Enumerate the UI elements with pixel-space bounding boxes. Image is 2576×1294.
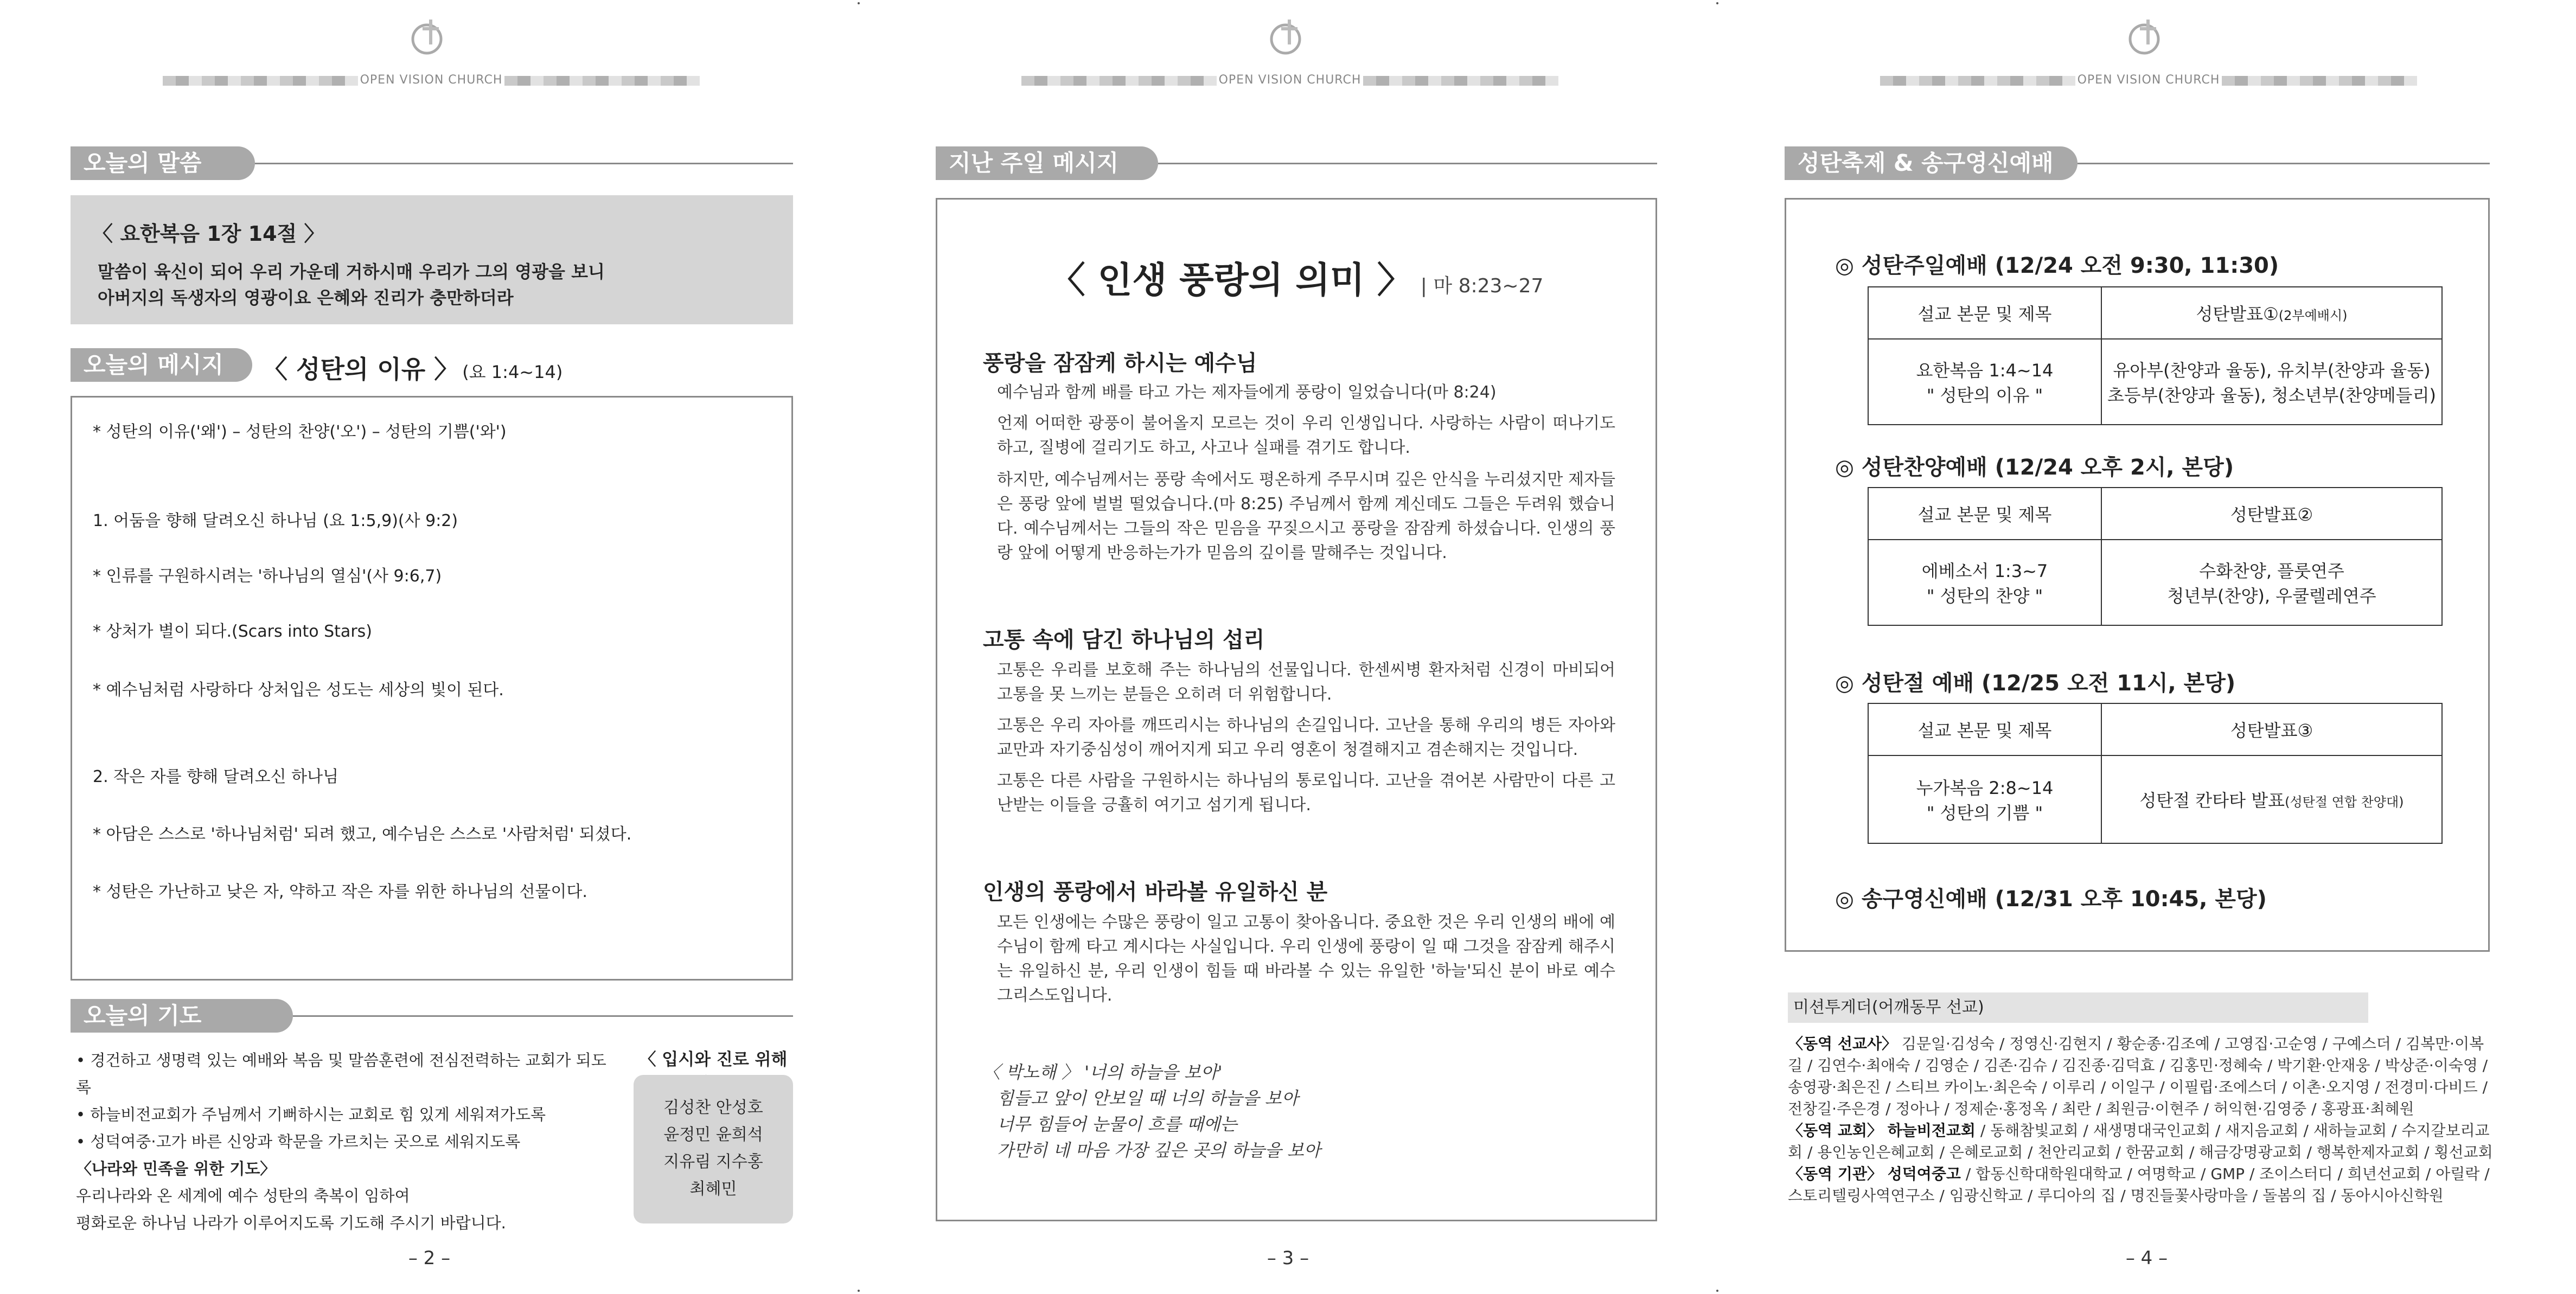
section-title-word: 오늘의 말씀 — [71, 146, 255, 180]
message-box — [71, 396, 793, 981]
message-line: * 예수님처럼 사랑하다 상처입은 성도는 세상의 빛이 된다. — [93, 681, 504, 700]
service-table — [1868, 487, 2443, 626]
verse-box — [71, 195, 793, 324]
service-heading: ◎ 성탄절 예배 (12/25 오전 11시, 본당) — [1835, 671, 2236, 696]
verse-line: 아버지의 독생자의 영광이요 은혜와 진리가 충만하더라 — [98, 287, 514, 308]
mission-title: 미션투게더(어깨동무 선교) — [1788, 992, 2368, 1023]
page-header — [0, 16, 859, 87]
poem-line: 너무 힘들어 눈물이 흐를 때에는 — [997, 1114, 1237, 1135]
intercede-names: 지유림 지수홍 — [663, 1152, 763, 1171]
service-table — [1868, 286, 2443, 425]
prayer-list — [76, 1047, 618, 1237]
poem — [983, 1059, 1321, 1163]
table-header: 설교 본문 및 제목 — [1868, 488, 2101, 540]
table-cell: 누가복음 2:8~14 " 성탄의 기쁨 " — [1868, 755, 2101, 843]
intercede-names: 김성찬 안성호 — [663, 1098, 763, 1117]
section-title-message: 오늘의 메시지 — [71, 348, 252, 382]
sermon-paragraph: 예수님과 함께 배를 타고 가는 제자들에게 풍랑이 일었습니다(마 8:24) — [997, 383, 1497, 402]
page-header — [1717, 16, 2576, 87]
table-header: 설교 본문 및 제목 — [1868, 287, 2101, 339]
nation-prayer-title: 〈나라와 민족을 위한 기도〉 — [76, 1160, 276, 1178]
page-number: – 3 – — [1267, 1247, 1309, 1269]
table-cell: 성탄절 칸타타 발표(성탄절 연합 찬양대) — [2101, 755, 2442, 843]
sermon-paragraph: 고통은 다른 사람을 구원하시는 하나님의 통로입니다. 고난을 겪어본 사람만이 다른 고난받는 이들을 긍휼히 여기고 섬기게 됩니다. — [997, 771, 1615, 815]
service-heading: ◎ 성탄주일예배 (12/24 오전 9:30, 11:30) — [1835, 253, 2279, 278]
table-header: 성탄발표①(2부예배시) — [2101, 287, 2442, 339]
table-cell: 요한복음 1:4~14 " 성탄의 이유 " — [1868, 339, 2101, 425]
christmas-services-box — [1785, 198, 2490, 952]
page-4 — [1717, 0, 2576, 1294]
nation-prayer-line: 평화로운 하나님 나라가 이루어지도록 기도해 주시기 바랍니다. — [76, 1214, 506, 1232]
sermon-subheading: 고통 속에 담긴 하나님의 섭리 — [983, 627, 1265, 652]
service-heading-new-year: ◎ 송구영신예배 (12/31 오후 10:45, 본당) — [1835, 887, 2267, 912]
intercede-box — [634, 1075, 793, 1223]
verse-line: 말씀이 육신이 되어 우리 가운데 거하시매 우리가 그의 영광을 보니 — [98, 261, 605, 282]
prayer-item: • 성덕여중·고가 바른 신앙과 학문을 가르치는 곳으로 세워지도록 — [76, 1132, 521, 1151]
message-reference: (요 1:4~14) — [462, 362, 563, 382]
section-title-christmas: 성탄축제 & 송구영신예배 — [1785, 146, 2078, 180]
intercede-title: 〈 입시와 진로 위해 — [639, 1050, 788, 1069]
table-cell: 수화찬양, 플룻연주 청년부(찬양), 우쿨렐레연주 — [2101, 540, 2442, 625]
section-title-prayer: 오늘의 기도 — [71, 999, 293, 1033]
mission-group: 〈동역 기관〉 성덕여중고 / 합동신학대학원대학교 / 여명학교 / GMP / 조이스터디 / 희년선교회 / 아릴락 / 스토리텔링사역연구소 / 임광신학교 / 루디아의 집 / 명진들꽃사랑마을 / 돌봄의 집 / 동아시아신학원 — [1788, 1165, 2490, 1205]
church-name: OPEN VISION CHURCH — [2077, 73, 2220, 87]
sermon-paragraph: 고통은 우리를 보호해 주는 하나님의 선물입니다. 한센씨병 환자처럼 신경이 마비되어 고통을 못 느끼는 분들은 오히려 더 위험합니다. — [997, 661, 1615, 704]
sermon-subheading: 풍랑을 잠잠케 하시는 예수님 — [983, 351, 1257, 376]
sermon-paragraph: 언제 어떠한 광풍이 불어올지 모르는 것이 우리 인생입니다. 사랑하는 사람이 떠나기도 하고, 질병에 걸리기도 하고, 사고나 실패를 겪기도 합니다. — [997, 414, 1615, 457]
mission-group: 〈동역 교회〉 하늘비전교회 / 동해참빛교회 / 새생명대국인교회 / 새지음교회 / 새하늘교회 / 수지갈보리교회 / 용인농인은혜교회 / 은혜로교회 / 천안리교회 / 한꿈교회 / 해금강명광교회 / 행복한제자교회 / 횡선교회 — [1788, 1122, 2493, 1161]
church-name: OPEN VISION CHURCH — [1218, 73, 1361, 87]
page-header — [859, 16, 1717, 87]
message-heading — [263, 350, 562, 386]
church-name: OPEN VISION CHURCH — [360, 73, 503, 87]
intercede-names: 최혜민 — [689, 1180, 737, 1199]
message-line: * 아담은 스스로 '하나님처럼' 되려 했고, 예수님은 스스로 '사람처럼' 되셨다. — [93, 825, 632, 844]
section-title-last-sermon: 지난 주일 메시지 — [936, 146, 1158, 180]
message-line: 1. 어둠을 향해 달려오신 하나님 (요 1:5,9)(사 9:2) — [93, 511, 458, 530]
poem-line: 힘들고 앞이 안보일 때 너의 하늘을 보아 — [997, 1088, 1299, 1109]
message-title: 〈 성탄의 이유 〉 — [263, 355, 459, 384]
mission-text — [1788, 1033, 2498, 1207]
table-header: 성탄발표② — [2101, 488, 2442, 540]
sermon-paragraph: 모든 인생에는 수많은 풍랑이 일고 고통이 찾아옵니다. 중요한 것은 우리 인생의 배에 예수님이 함께 타고 계시다는 사실입니다. 우리 인생에 풍랑이 일 때 그것을 잠잠케 해주시는 유일하신 분, 우리 인생이 힘들 때 바라볼 수 있는 유일한 '하늘'되신 분이 바로 예수 그리스도입니다. — [997, 913, 1615, 1005]
table-header: 설교 본문 및 제목 — [1868, 703, 2101, 755]
mission-group: 〈동역 선교사〉 김문일·김성숙 / 정영신·김현지 / 황순종·김조예 / 고영집·고순영 / 구예스더 / 김복만·이복길 / 김연수·최애숙 / 김영순 / 김존·김슈 / 김진종·김덕효 / 김홍민·정혜숙 / 박기환·안재웅 / 박상준·이숙영 / 송영광·최은진 / 스티브 카이노·최은숙 / 이루리 / 이일구 / 이필립·조에스더 / 이촌·오지영 / 전경미·다비드 / 전창길·주은경 / 정아나 / 정제순·홍정옥 / 최란 / 최원금·이현주 / 허익현·김영중 / 홍광표·최혜원 — [1788, 1035, 2488, 1118]
table-header: 성탄발표③ — [2101, 703, 2442, 755]
church-logo-icon — [405, 16, 454, 60]
sermon-title-text: 〈 인생 풍랑의 의미 〉 — [1049, 259, 1413, 301]
nation-prayer-line: 우리나라와 온 세계에 예수 성탄의 축복이 임하여 — [76, 1187, 410, 1205]
message-line: * 상처가 별이 되다.(Scars into Stars) — [93, 622, 372, 641]
message-line: * 성탄의 이유('왜') – 성탄의 찬양('오') – 성탄의 기쁨('와') — [93, 422, 507, 441]
sermon-paragraph: 고통은 우리 자아를 깨뜨리시는 하나님의 손길입니다. 고난을 통해 우리의 병든 자아와 교만과 자기중심성이 깨어지게 되고 우리 영혼이 청결해지고 겸손해지는 것입니다. — [997, 716, 1615, 759]
church-logo-icon — [2123, 16, 2171, 60]
poem-line: 가만히 네 마음 가장 깊은 곳의 하늘을 보아 — [997, 1140, 1321, 1161]
verse-reference: 〈 요한복음 1장 14절 〉 — [92, 222, 325, 246]
table-cell: 에베소서 1:3~7 " 성탄의 찬양 " — [1868, 540, 2101, 625]
sermon-paragraph: 하지만, 예수님께서는 풍랑 속에서도 평온하게 주무시며 깊은 안식을 누리셨지만 제자들은 풍랑 앞에 벌벌 떨었습니다.(마 8:25) 주님께서 함께 계신데도 그들은 두려워 했습니다. 예수님께서는 그들의 작은 믿음을 꾸짖으시고 풍랑을 잠잠케 하셨습니다. 인생의 풍랑 앞에 어떻게 반응하는가가 믿음의 깊이를 말해주는 것입니다. — [997, 470, 1615, 562]
service-heading: ◎ 성탄찬양예배 (12/24 오후 2시, 본당) — [1835, 455, 2234, 480]
intercede-names: 윤정민 윤희석 — [663, 1125, 763, 1144]
page-2 — [0, 0, 859, 1294]
prayer-item: • 하늘비전교회가 주님께서 기뻐하시는 교회로 힘 있게 세워져가도록 — [76, 1105, 546, 1124]
service-table — [1868, 703, 2443, 844]
page-number: – 4 – — [2125, 1247, 2168, 1269]
sermon-title — [937, 251, 1655, 303]
message-line: * 인류를 구원하시려는 '하나님의 열심'(사 9:6,7) — [93, 567, 442, 586]
sermon-reference: | 마 8:23~27 — [1420, 275, 1544, 297]
message-line: * 성탄은 가난하고 낮은 자, 약하고 작은 자를 위한 하나님의 선물이다. — [93, 882, 587, 901]
poem-source: 〈 박노해 〉 '너의 하늘을 보아' — [983, 1062, 1223, 1082]
table-cell: 유아부(찬양과 율동), 유치부(찬양과 율동) 초등부(찬양과 율동), 청소년부(찬양메들리) — [2101, 339, 2442, 425]
sermon-subheading: 인생의 풍랑에서 바라볼 유일하신 분 — [983, 880, 1328, 905]
page-3 — [859, 0, 1717, 1294]
message-line: 2. 작은 자를 향해 달려오신 하나님 — [93, 767, 339, 786]
sermon-box — [936, 198, 1657, 1221]
church-logo-icon — [1264, 16, 1313, 60]
page-number: – 2 – — [408, 1247, 451, 1269]
prayer-item: • 경건하고 생명력 있는 예배와 복음 및 말씀훈련에 전심전력하는 교회가 되도록 — [76, 1051, 606, 1097]
